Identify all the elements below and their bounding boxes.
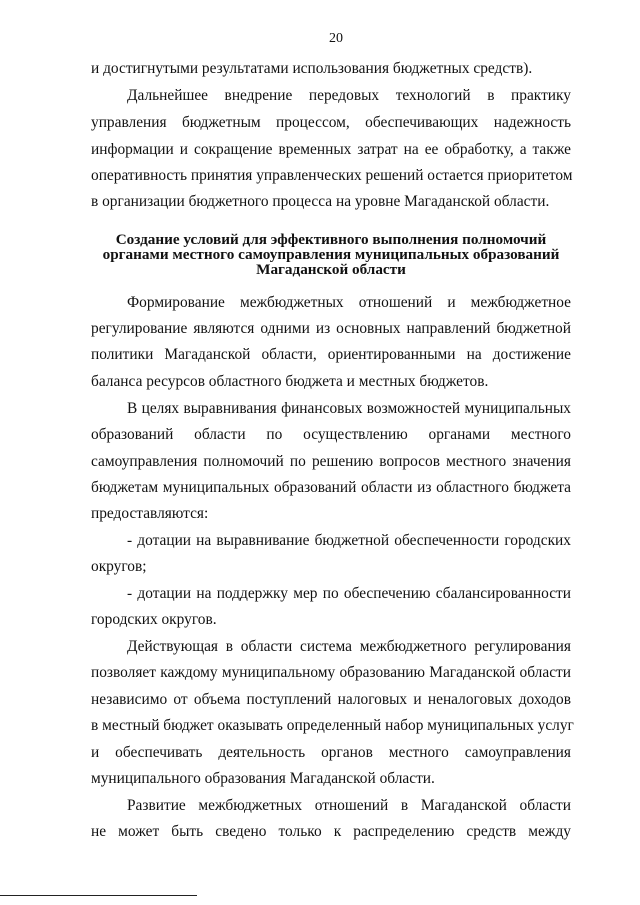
- text-line: баланса ресурсов областного бюджета и местных бюджетов.: [91, 373, 489, 390]
- text-line: округов;: [91, 558, 147, 575]
- text-line: не может быть сведено только к распределению средств между: [91, 823, 571, 840]
- text-line: образований области по осуществлению органами местного: [91, 426, 571, 443]
- text-line: управления бюджетным процессом, обеспечивающих надежность: [91, 114, 571, 131]
- text-line: предоставляются:: [91, 505, 209, 522]
- text-line: и достигнутыми результатами использования бюджетных средств).: [91, 60, 533, 77]
- footnote-divider: [0, 895, 197, 896]
- text-line: политики Магаданской области, ориентированными на достижение: [91, 346, 571, 363]
- text-line: Развитие межбюджетных отношений в Магаданской области: [127, 797, 571, 814]
- text-line: в местный бюджет оказывать определенный набор муниципальных услуг: [91, 717, 574, 734]
- text-line: Действующая в области система межбюджетного регулирования: [127, 638, 571, 655]
- text-line: оперативность принятия управленческих решений остается приоритетом: [91, 167, 573, 184]
- text-line: информации и сокращение временных затрат на ее обработку, а также: [91, 141, 571, 158]
- heading-line: органами местного самоуправления муниципальных образований: [102, 246, 560, 263]
- text-line: городских округов.: [91, 611, 217, 628]
- text-line: муниципального образования Магаданской области.: [91, 770, 435, 787]
- text-line: независимо от объема поступлений налоговых и неналоговых доходов: [91, 691, 571, 708]
- heading-line: Магаданской области: [256, 261, 406, 278]
- text-line: позволяет каждому муниципальному образованию Магаданской области: [91, 664, 571, 681]
- text-line: В целях выравнивания финансовых возможностей муниципальных: [127, 400, 571, 417]
- text-line: самоуправления полномочий по решению вопросов местного значения: [91, 453, 571, 470]
- text-line: бюджетам муниципальных образований области из областного бюджета: [91, 479, 571, 496]
- text-line: в организации бюджетного процесса на уровне Магаданской области.: [91, 193, 550, 210]
- page-number: 20: [329, 31, 343, 46]
- text-line: регулирование являются одними из основных направлений бюджетной: [91, 320, 571, 337]
- text-line: Дальнейшее внедрение передовых технологий в практику: [127, 87, 571, 104]
- text-line: и обеспечивать деятельность органов местного самоуправления: [91, 744, 571, 761]
- text-line: Формирование межбюджетных отношений и межбюджетное: [127, 294, 571, 311]
- text-line: - дотации на поддержку мер по обеспечению сбалансированности: [127, 585, 571, 602]
- heading-line: Создание условий для эффективного выполнения полномочий: [115, 231, 547, 248]
- text-line: - дотации на выравнивание бюджетной обеспеченности городских: [127, 532, 571, 549]
